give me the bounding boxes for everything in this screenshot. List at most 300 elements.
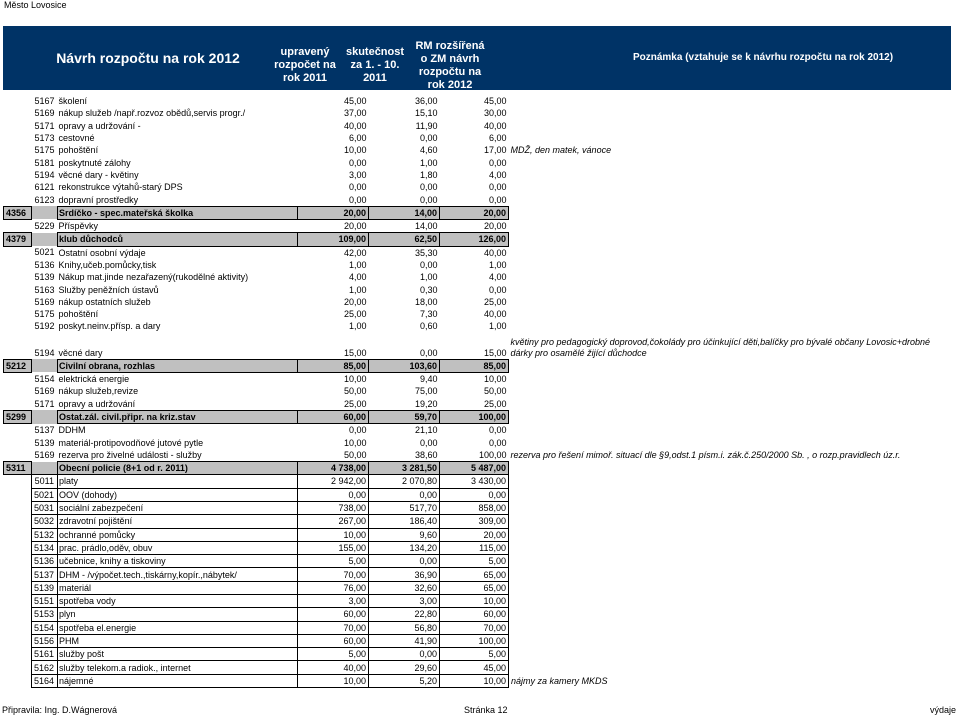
budget-table-body (4, 95, 954, 688)
item-code: 5161 (32, 648, 58, 661)
item-label: poskyt.neinv.přísp. a dary (58, 321, 161, 332)
section-row (4, 410, 954, 423)
item-note (509, 475, 954, 488)
value-budget-2011: 2 942,00 (298, 475, 369, 488)
value-budget-2011: 85,00 (298, 359, 369, 372)
item-label: Srdíčko - spec.mateřská školka (58, 206, 298, 219)
item-label: platy (58, 475, 298, 488)
item-label: cestovné (58, 133, 95, 144)
table-row (4, 333, 954, 360)
item-code: 5156 (32, 634, 58, 647)
value-proposal-2012: 1,00 (489, 321, 507, 332)
table-row (4, 271, 954, 283)
value-budget-2011: 0,00 (349, 182, 367, 193)
indent-cell (4, 436, 32, 448)
item-note (509, 581, 954, 594)
table-row (4, 528, 954, 541)
item-code: 5136 (34, 260, 55, 270)
item-code: 5163 (34, 284, 55, 295)
value-budget-2011: 10,00 (298, 528, 369, 541)
indent-cell (4, 333, 32, 360)
item-note (509, 555, 954, 568)
value-actual-2011: 75,00 (415, 386, 438, 397)
table-row (4, 156, 954, 168)
item-label: Ostat.zál. civil.připr. na kriz.stav (58, 410, 298, 423)
value-proposal-2012: 20,00 (440, 206, 509, 219)
value-proposal-2012: 3 430,00 (440, 475, 509, 488)
indent-cell (4, 296, 32, 308)
value-budget-2011: 20,00 (344, 221, 367, 232)
item-label: školení (58, 96, 88, 107)
item-note (509, 515, 954, 528)
value-proposal-2012: 0,00 (489, 437, 507, 448)
table-row (4, 568, 954, 581)
value-actual-2011: 36,90 (369, 568, 440, 581)
indent-cell (4, 95, 32, 107)
value-proposal-2012: 25,00 (484, 398, 507, 409)
indent-cell (4, 259, 32, 271)
indent-cell (4, 398, 32, 411)
item-code: 5229 (34, 221, 55, 232)
value-proposal-2012: 5,00 (440, 648, 509, 661)
table-row (4, 283, 954, 295)
item-label: věcné dary - květiny (58, 169, 139, 180)
table-row (4, 181, 954, 193)
value-actual-2011: 0,00 (420, 182, 438, 193)
item-label: Knihy,učeb.pomůcky,tisk (58, 260, 157, 270)
item-note (509, 259, 954, 271)
item-label: dopravní prostředky (58, 194, 139, 205)
item-code: 5021 (34, 247, 55, 258)
item-label: PHM (58, 634, 298, 647)
value-proposal-2012: 45,00 (440, 661, 509, 674)
item-note (509, 193, 954, 206)
value-budget-2011: 60,00 (298, 634, 369, 647)
item-note (509, 648, 954, 661)
item-label: nákup služeb,revize (58, 386, 139, 397)
indent-cell (4, 372, 32, 385)
value-budget-2011: 50,00 (344, 386, 367, 397)
indent-cell (4, 246, 32, 259)
page-title: Návrh rozpočtu na rok 2012 (56, 50, 240, 66)
indent-cell (4, 648, 32, 661)
table-row (4, 436, 954, 448)
item-code: 5194 (34, 348, 55, 359)
item-label: nájemné (58, 674, 298, 687)
item-label: opravy a udržování - (58, 120, 141, 131)
footer-page-number: Stránka 12 (464, 705, 508, 715)
value-proposal-2012: 100,00 (479, 449, 507, 460)
value-budget-2011: 5,00 (298, 555, 369, 568)
indent-cell (4, 120, 32, 132)
item-label: materiál (58, 581, 298, 594)
value-budget-2011: 0,00 (349, 194, 367, 205)
value-actual-2011: 1,00 (420, 272, 438, 283)
value-proposal-2012: 20,00 (484, 221, 507, 232)
section-code: 4356 (4, 206, 32, 219)
table-row (4, 621, 954, 634)
item-note (509, 488, 954, 501)
item-note: květiny pro pedagogický doprovod,čokolády pro účinkující děti,balíčky pro bývalé občany Lovosic+drobné dárky pro osamělé žijící důchodce (510, 337, 931, 359)
section-spacer (32, 410, 58, 423)
item-code: 5139 (34, 272, 55, 283)
value-proposal-2012: 45,00 (484, 96, 507, 107)
table-row (4, 385, 954, 397)
value-budget-2011: 25,00 (344, 398, 367, 409)
value-budget-2011: 40,00 (298, 661, 369, 674)
value-budget-2011: 42,00 (344, 247, 367, 258)
item-label: služby telekom.a radiok., internet (58, 661, 298, 674)
value-actual-2011: 134,20 (369, 541, 440, 554)
table-row (4, 449, 954, 462)
item-code: 5153 (32, 608, 58, 621)
section-code: 5212 (4, 359, 32, 372)
value-budget-2011: 37,00 (344, 108, 367, 119)
indent-cell (4, 132, 32, 144)
item-note (509, 541, 954, 554)
value-actual-2011: 14,00 (369, 206, 440, 219)
table-row (4, 424, 954, 437)
table-row (4, 674, 954, 687)
indent-cell (4, 385, 32, 397)
town-name: Město Lovosice (4, 0, 67, 10)
table-row (4, 398, 954, 411)
item-label: DDHM (58, 425, 86, 436)
item-code: 5173 (34, 133, 55, 144)
value-proposal-2012: 65,00 (440, 568, 509, 581)
value-proposal-2012: 0,00 (489, 157, 507, 168)
item-code: 5162 (32, 661, 58, 674)
value-actual-2011: 0,00 (420, 260, 438, 270)
item-note (509, 385, 954, 397)
budget-table (3, 95, 954, 688)
value-budget-2011: 155,00 (298, 541, 369, 554)
item-note (509, 233, 954, 246)
item-note (509, 320, 954, 332)
value-proposal-2012: 100,00 (440, 410, 509, 423)
item-label: nákup ostatních služeb (58, 296, 151, 307)
table-row (4, 296, 954, 308)
indent-cell (4, 156, 32, 168)
value-budget-2011: 40,00 (344, 120, 367, 131)
section-spacer (32, 206, 58, 219)
indent-cell (4, 501, 32, 514)
item-code: 5032 (32, 515, 58, 528)
value-proposal-2012: 50,00 (484, 386, 507, 397)
table-row (4, 193, 954, 206)
table-row (4, 661, 954, 674)
item-note (509, 410, 954, 423)
header-col-note: Poznámka (vztahuje se k návrhu rozpočtu na rok 2012) (632, 52, 894, 63)
value-proposal-2012: 10,00 (440, 674, 509, 687)
item-code: 5167 (34, 96, 55, 107)
item-label: učebnice, knihy a tiskoviny (58, 555, 298, 568)
value-budget-2011: 6,00 (349, 133, 367, 144)
value-proposal-2012: 5 487,00 (440, 462, 509, 475)
table-row (4, 555, 954, 568)
item-label: pohoštění (58, 309, 99, 320)
indent-cell (4, 271, 32, 283)
indent-cell (4, 674, 32, 687)
header-col-budget-2011: upravený rozpočet na rok 2011 (274, 46, 336, 84)
value-actual-2011: 517,70 (369, 501, 440, 514)
item-label: věcné dary (58, 347, 103, 358)
value-budget-2011: 738,00 (298, 501, 369, 514)
value-proposal-2012: 70,00 (440, 621, 509, 634)
item-label: služby pošt (58, 648, 298, 661)
item-note (509, 528, 954, 541)
item-note (509, 501, 954, 514)
item-code: 5181 (34, 157, 55, 168)
indent-cell (4, 594, 32, 607)
table-row (4, 515, 954, 528)
item-code: 5136 (32, 555, 58, 568)
value-budget-2011: 10,00 (344, 374, 367, 385)
value-budget-2011: 4 738,00 (298, 462, 369, 475)
item-note (509, 181, 954, 193)
value-actual-2011: 36,00 (415, 96, 438, 107)
value-budget-2011: 4,00 (349, 272, 367, 283)
value-proposal-2012: 65,00 (440, 581, 509, 594)
value-actual-2011: 41,90 (369, 634, 440, 647)
value-proposal-2012: 40,00 (484, 120, 507, 131)
item-note (509, 621, 954, 634)
value-proposal-2012: 40,00 (484, 309, 507, 320)
item-code: 5137 (32, 568, 58, 581)
section-row (4, 462, 954, 475)
item-note (509, 308, 954, 320)
value-proposal-2012: 15,00 (484, 347, 507, 358)
value-actual-2011: 9,60 (369, 528, 440, 541)
item-note (509, 436, 954, 448)
item-label: Obecní policie (8+1 od r. 2011) (58, 462, 298, 475)
value-actual-2011: 0,00 (369, 555, 440, 568)
value-proposal-2012: 0,00 (489, 284, 507, 295)
footer-section: výdaje (929, 705, 956, 715)
value-actual-2011: 14,00 (415, 221, 438, 232)
item-code: 5169 (34, 450, 55, 461)
indent-cell (4, 320, 32, 332)
section-row (4, 359, 954, 372)
value-budget-2011: 70,00 (298, 621, 369, 634)
indent-cell (4, 107, 32, 119)
table-row (4, 95, 954, 107)
value-actual-2011: 32,60 (369, 581, 440, 594)
value-actual-2011: 3,00 (369, 594, 440, 607)
value-actual-2011: 35,30 (415, 247, 438, 258)
indent-cell (4, 541, 32, 554)
value-proposal-2012: 0,00 (489, 182, 507, 193)
item-code: 6123 (34, 194, 55, 205)
indent-cell (4, 169, 32, 181)
value-actual-2011: 19,20 (415, 398, 438, 409)
item-label: materiál-protipovodňové jutové pytle (58, 437, 204, 448)
item-label: Ostatní osobní výdaje (58, 247, 146, 258)
value-actual-2011: 186,40 (369, 515, 440, 528)
value-actual-2011: 59,70 (369, 410, 440, 423)
item-note (509, 283, 954, 295)
item-note (509, 206, 954, 219)
table-row (4, 246, 954, 259)
value-proposal-2012: 309,00 (440, 515, 509, 528)
item-label: rekonstrukce výtahů-starý DPS (58, 182, 183, 193)
value-proposal-2012: 4,00 (489, 169, 507, 180)
indent-cell (4, 621, 32, 634)
value-proposal-2012: 60,00 (440, 608, 509, 621)
item-code: 5134 (32, 541, 58, 554)
item-label: nákup služeb /např.rozvoz obědů,servis progr./ (58, 108, 246, 119)
item-note (509, 246, 954, 259)
item-note (509, 120, 954, 132)
item-code: 5164 (32, 674, 58, 687)
item-label: OOV (dohody) (58, 488, 298, 501)
indent-cell (4, 424, 32, 437)
item-label: klub důchodců (58, 233, 298, 246)
item-label: Nákup mat.jinde nezařazený(rukodělné aktivity) (58, 272, 249, 283)
indent-cell (4, 283, 32, 295)
item-label: rezerva pro živelné události - služby (58, 449, 202, 460)
table-row (4, 320, 954, 332)
item-note (509, 296, 954, 308)
item-note (509, 594, 954, 607)
item-note (509, 107, 954, 119)
indent-cell (4, 634, 32, 647)
value-budget-2011: 3,00 (298, 594, 369, 607)
value-actual-2011: 15,10 (415, 108, 438, 119)
item-note (509, 359, 954, 372)
value-budget-2011: 15,00 (344, 347, 367, 358)
value-actual-2011: 3 281,50 (369, 462, 440, 475)
value-actual-2011: 5,20 (369, 674, 440, 687)
indent-cell (4, 308, 32, 320)
value-actual-2011: 21,10 (415, 425, 438, 436)
value-actual-2011: 29,60 (369, 661, 440, 674)
indent-cell (4, 555, 32, 568)
value-proposal-2012: 10,00 (440, 594, 509, 607)
value-actual-2011: 0,30 (420, 284, 438, 295)
item-note (509, 95, 954, 107)
value-budget-2011: 60,00 (298, 410, 369, 423)
item-code: 5021 (32, 488, 58, 501)
item-label: Civilní obrana, rozhlas (58, 359, 298, 372)
item-note: rezerva pro řešení mimoř. situací dle §9,odst.1 písm.i. zák.č.250/2000 Sb. , o rozp.pravidlech úz.r. (510, 450, 901, 461)
value-budget-2011: 1,00 (349, 260, 367, 270)
item-note (509, 424, 954, 437)
table-row (4, 144, 954, 156)
section-spacer (32, 233, 58, 246)
table-row (4, 581, 954, 594)
value-budget-2011: 70,00 (298, 568, 369, 581)
item-code: 5175 (34, 309, 55, 320)
value-proposal-2012: 0,00 (489, 194, 507, 205)
value-actual-2011: 0,00 (420, 194, 438, 205)
item-label: Služby peněžních ústavů (58, 284, 159, 295)
item-label: ochranné pomůcky (58, 528, 298, 541)
value-proposal-2012: 858,00 (440, 501, 509, 514)
section-code: 5311 (4, 462, 32, 475)
section-spacer (32, 462, 58, 475)
table-row (4, 488, 954, 501)
table-row (4, 308, 954, 320)
table-row (4, 169, 954, 181)
indent-cell (4, 608, 32, 621)
table-row (4, 107, 954, 119)
table-row (4, 501, 954, 514)
item-label: opravy a udržování (58, 398, 136, 409)
indent-cell (4, 219, 32, 232)
item-code: 5175 (34, 145, 55, 156)
table-row (4, 259, 954, 271)
item-label: sociální zabezpečení (58, 501, 298, 514)
value-budget-2011: 1,00 (349, 321, 367, 332)
item-label: poskytnuté zálohy (58, 157, 131, 168)
indent-cell (4, 515, 32, 528)
value-actual-2011: 0,00 (420, 347, 438, 358)
item-code: 5154 (34, 373, 55, 384)
section-code: 4379 (4, 233, 32, 246)
item-label: zdravotní pojištění (58, 515, 298, 528)
value-proposal-2012: 0,00 (489, 425, 507, 436)
table-row (4, 648, 954, 661)
value-actual-2011: 0,00 (420, 133, 438, 144)
value-actual-2011: 18,00 (415, 296, 438, 307)
table-row (4, 372, 954, 385)
value-actual-2011: 0,00 (369, 648, 440, 661)
value-proposal-2012: 10,00 (484, 374, 507, 385)
value-budget-2011: 60,00 (298, 608, 369, 621)
item-label: Příspěvky (58, 221, 99, 232)
value-budget-2011: 0,00 (298, 488, 369, 501)
indent-cell (4, 661, 32, 674)
item-label: elektrická energie (58, 374, 130, 385)
item-label: prac. prádlo,oděv, obuv (58, 541, 298, 554)
section-row (4, 206, 954, 219)
header-col-proposal-2012: RM rozšířená o ZM návrh rozpočtu na rok 2012 (415, 40, 485, 91)
section-code: 5299 (4, 410, 32, 423)
value-actual-2011: 103,60 (369, 359, 440, 372)
item-note (509, 271, 954, 283)
value-actual-2011: 1,80 (420, 169, 438, 180)
item-label: plyn (58, 608, 298, 621)
value-budget-2011: 20,00 (298, 206, 369, 219)
value-budget-2011: 5,00 (298, 648, 369, 661)
value-actual-2011: 38,60 (415, 449, 438, 460)
item-note: MDŽ, den matek, vánoce (510, 145, 612, 156)
item-code: 5137 (34, 425, 55, 436)
item-code: 5031 (32, 501, 58, 514)
value-budget-2011: 10,00 (344, 145, 367, 156)
value-proposal-2012: 5,00 (440, 555, 509, 568)
item-note (509, 462, 954, 475)
value-budget-2011: 76,00 (298, 581, 369, 594)
value-proposal-2012: 100,00 (440, 634, 509, 647)
value-proposal-2012: 126,00 (440, 233, 509, 246)
item-code: 5194 (34, 169, 55, 180)
item-note (509, 372, 954, 385)
item-note (509, 634, 954, 647)
value-budget-2011: 1,00 (349, 284, 367, 295)
value-proposal-2012: 85,00 (440, 359, 509, 372)
value-budget-2011: 0,00 (349, 425, 367, 436)
section-row (4, 233, 954, 246)
table-row (4, 608, 954, 621)
value-actual-2011: 1,00 (420, 157, 438, 168)
value-proposal-2012: 6,00 (489, 133, 507, 144)
value-budget-2011: 109,00 (298, 233, 369, 246)
item-code: 5011 (32, 475, 58, 488)
indent-cell (4, 528, 32, 541)
item-note (509, 156, 954, 168)
